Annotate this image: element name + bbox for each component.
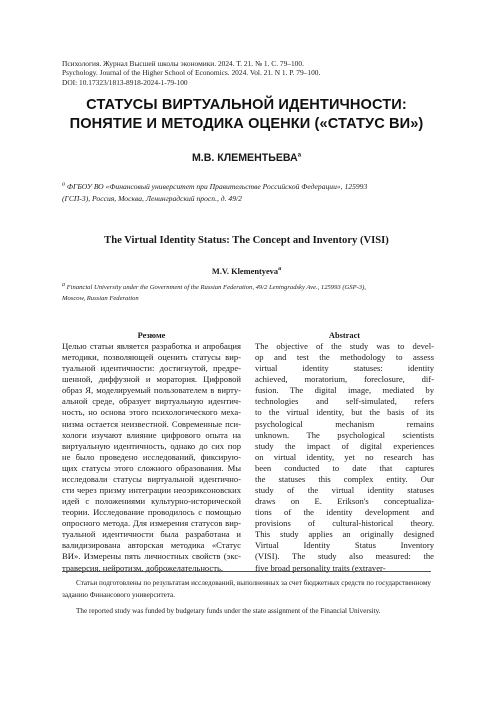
abstract-en-line: been conducted to date that captures [255, 462, 434, 473]
abstract-ru-line: хологи изучают влияние цифрового опыта на [62, 429, 241, 440]
abstract-en-line: the statuses this complex entity. Our [255, 473, 434, 484]
abstract-en-column [255, 330, 434, 574]
article-title-en: The Virtual Identity Status: The Concept and Inventory (VISI) [104, 235, 389, 246]
abstract-ru-line: опросного метода. Для измерения статусов вир- [62, 518, 241, 529]
abstract-ru-line: туальной идентичности: достигнутой, предре- [62, 363, 241, 374]
abstract-ru-text [62, 341, 241, 574]
abstract-en-line: op and test the methodology to assess [255, 352, 434, 363]
author-en [40, 266, 453, 277]
abstract-ru-line: траверсия, нейротизм, доброжелательность, [62, 562, 224, 573]
abstract-en-line: draws on E. Erikson's conceptualiza- [255, 496, 434, 507]
header-citation-en: Psychology. Journal of the Higher School of Economics. 2024. Vol. 21. N 1. P. 79–100. [62, 68, 321, 78]
abstract-ru-line: низма остается неизвестной. Современные пси- [62, 418, 241, 429]
abstract-ru-heading: Резюме [137, 331, 166, 340]
author-en-name: M.V. Klementyeva [211, 267, 279, 276]
abstract-en-line: technologies and self-simulated, refers [255, 396, 434, 407]
abstract-en-line: to the virtual identity, but the basis of its [255, 407, 434, 418]
footnote-divider [62, 571, 431, 572]
abstract-en-line: provisions of cultural-historical theory. [255, 518, 434, 529]
abstract-en-line: psychological mechanism remains [255, 418, 434, 429]
affiliation-ru-line-1: ФГБОУ ВО «Финансовый университет при Правительстве Российской Федерации», 125993 [66, 182, 368, 191]
abstract-en-line: five broad personality traits (extraver- [255, 562, 386, 573]
affiliation-en-mark: a [62, 281, 65, 288]
abstract-ru-line: туальной идентичности была разработана и [62, 529, 241, 540]
abstract-ru-line: теории. Исследование проводилось с помощью [62, 507, 241, 518]
abstract-en-line: tions of the identity development and [255, 507, 434, 518]
abstract-ru-line: не было проведено исследований, фиксирую- [62, 451, 241, 462]
abstract-en-line: unknown. The psychological scientists [255, 429, 434, 440]
abstract-ru-line: виртуальную идентичность, однако до сих пор [62, 440, 241, 451]
abstract-en-line: This study applies an originally designed [255, 529, 434, 540]
abstract-ru-line: методики, позволяющей оценить статусы вир- [62, 352, 241, 363]
abstract-ru-line: валидизирована авторская методика «Статус [62, 540, 241, 551]
abstract-ru-column [62, 330, 241, 574]
abstract-ru-line: исследовали статусы виртуальной идентично- [62, 473, 241, 484]
abstract-en-line: fusion. The digital image, mediated by [255, 385, 434, 396]
abstract-en-line: on virtual identity, yet no research has [255, 451, 434, 462]
abstract-ru-line: щих статусы этого сложного образования. Мы [62, 462, 241, 473]
abstract-ru-line: альной среде, образует виртуальную идентич- [62, 396, 241, 407]
author-ru-mark: a [297, 152, 302, 159]
affiliation-en-line-2: Moscow, Russian Federation [62, 295, 139, 302]
abstract-en-line: achieved, moratorium, foreclosure, dif- [255, 374, 434, 385]
funding-footnote-ru: Статьи подготовлены по результатам исследований, выполненных за счет бюджетных средств по государственному заданию Финансового университета. [62, 579, 431, 600]
affiliation-en [62, 282, 432, 304]
abstract-en-line: study of the virtual identity statuses [255, 485, 434, 496]
article-title-ru [40, 96, 453, 133]
author-ru [40, 152, 453, 165]
title-ru-line-1: СТАТУСЫ ВИРТУАЛЬНОЙ ИДЕНТИЧНОСТИ: [86, 97, 407, 113]
abstract-en-heading: Abstract [328, 331, 361, 340]
abstract-en-line: study the impact of digital experiences [255, 440, 434, 451]
abstract-en-line: (VISI). The study also measured: the [255, 551, 434, 562]
journal-header [62, 59, 442, 87]
header-citation-ru: Психология. Журнал Высшей школы экономики. 2024. Т. 21. № 1. С. 79–100. [62, 59, 304, 68]
abstract-ru-line: ность, но основа этого психологического меха- [62, 407, 241, 418]
abstract-ru-line: Целью статьи является разработка и апробация [62, 341, 241, 351]
abstract-en-line: The objective of the study was to devel- [255, 341, 434, 351]
author-ru-name: М.В. КЛЕМЕНТЬЕВА [191, 152, 298, 164]
abstract-ru-line: сти через призму интеграции неоэриксоновских [62, 485, 241, 496]
affiliation-ru [62, 181, 432, 205]
title-ru-line-2: ПОНЯТИЕ И МЕТОДИКА ОЦЕНКИ («СТАТУС ВИ») [69, 115, 424, 132]
header-doi: DOI: 10.17323/1813-8918-2024-1-79-100 [62, 77, 188, 87]
abstract-ru-line: шенной, диффузной и моратория. Цифровой [62, 374, 241, 385]
funding-footnote-en: The reported study was funded by budgetary funds under the state assignment of the Financial University. [76, 607, 381, 615]
abstract-en-line: Virtual Identity Status Inventory [255, 540, 434, 551]
affiliation-ru-mark: a [62, 181, 65, 188]
abstract-ru-line: идей с положениями культурно-исторической [62, 496, 241, 507]
abstract-en-text [255, 341, 434, 574]
abstract-ru-line: образ Я, моделируемый пользователем в вирту- [62, 385, 241, 396]
abstract-en-line: virtual identity statuses: identity [255, 363, 434, 374]
affiliation-ru-line-2: (ГСП-3), Россия, Москва, Ленинградский просп., д. 49/2 [62, 194, 242, 203]
author-en-mark: a [278, 266, 282, 273]
affiliation-en-line-1: Financial University under the Government of the Russian Federation, 49/2 Leningradsky Ave., 125993 (GSP-3), [66, 284, 366, 291]
abstract-ru-line: ВИ». Измерены пять личностных свойств (экс- [62, 551, 241, 562]
